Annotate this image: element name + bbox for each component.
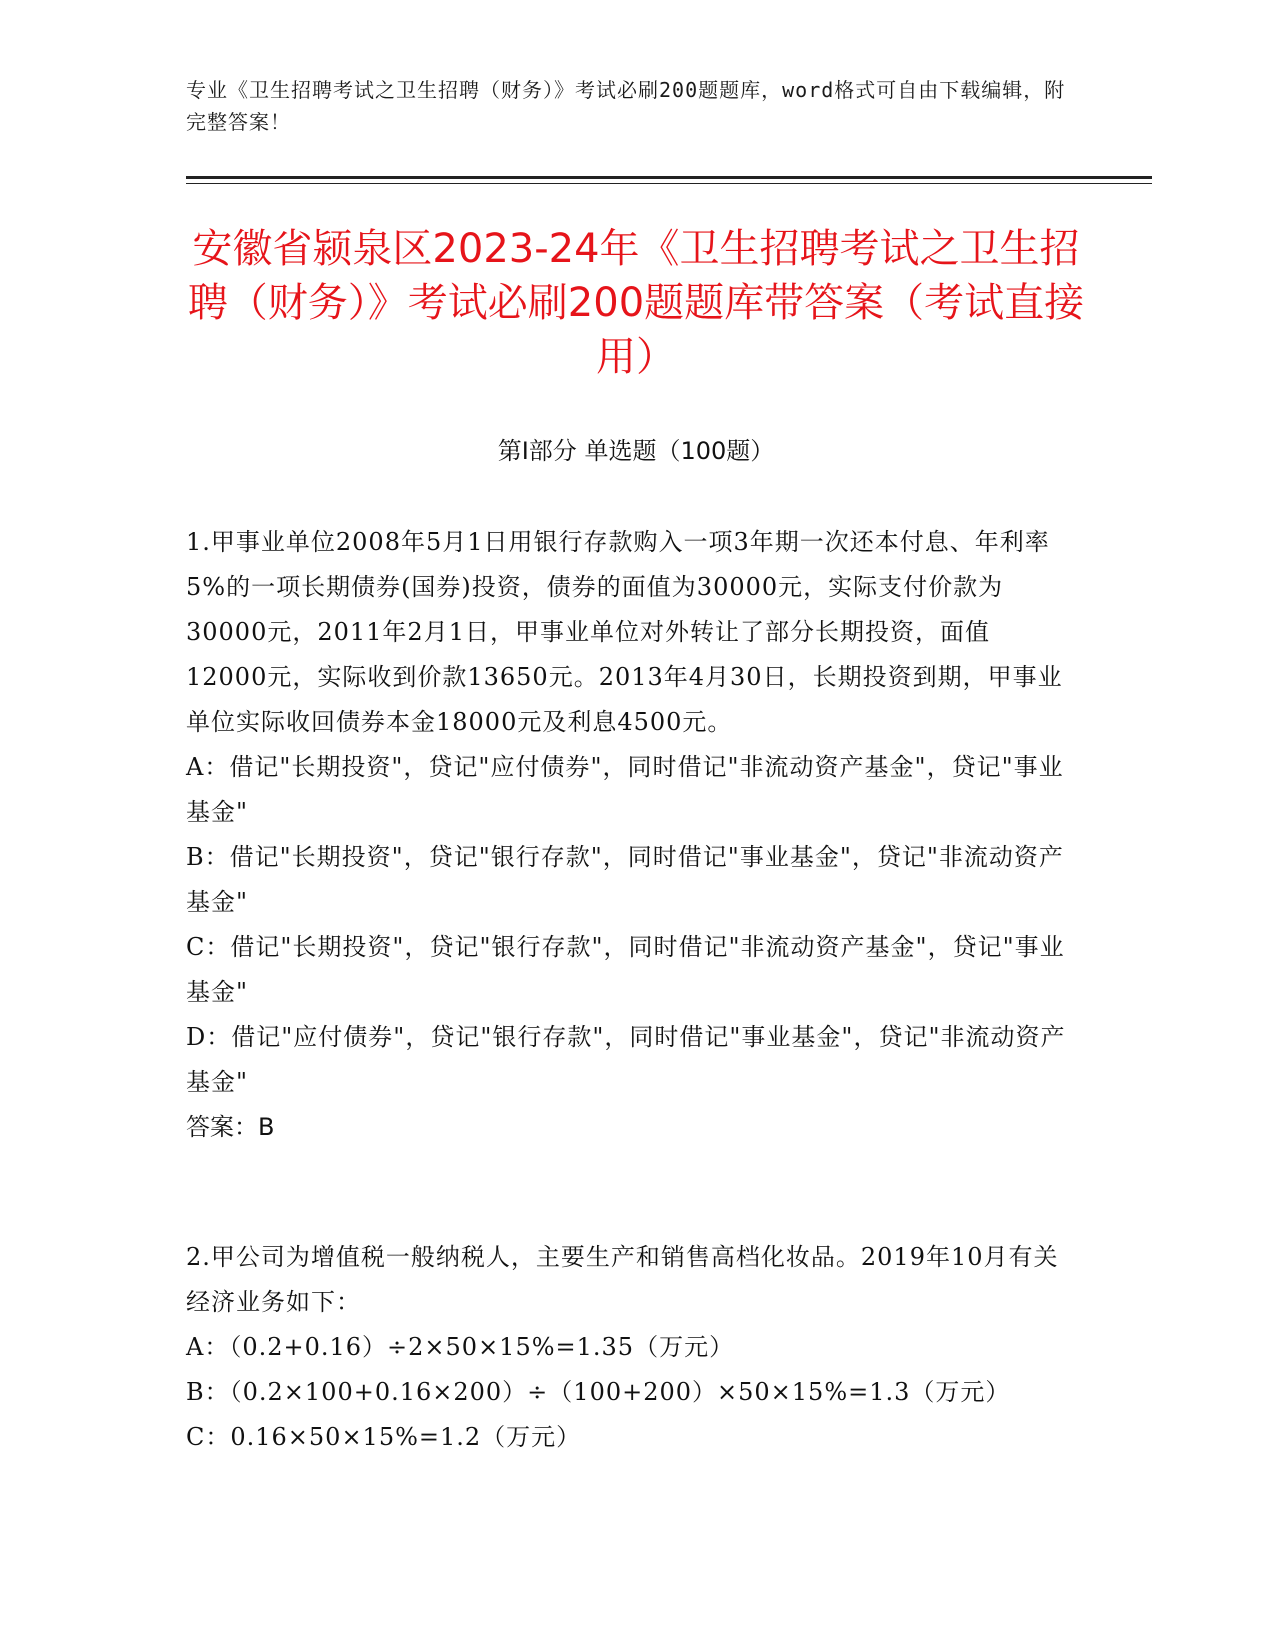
header-note: 专业《卫生招聘考试之卫生招聘（财务）》考试必刷200题题库，word格式可自由下载编辑，附完整答案！ — [186, 78, 1066, 134]
option-b: B：借记"长期投资"，贷记"银行存款"，同时借记"事业基金"，贷记"非流动资产基金" — [186, 843, 1064, 916]
question-2 — [186, 1235, 1066, 1460]
question-1 — [186, 520, 1066, 1150]
option-a: A：借记"长期投资"，贷记"应付债券"，同时借记"非流动资产基金"，贷记"事业基金" — [186, 753, 1064, 826]
header-rule-thin — [186, 183, 1152, 184]
header-rule-thick — [186, 176, 1152, 179]
answer-label: 答案：B — [186, 1113, 275, 1141]
option-c: C：借记"长期投资"，贷记"银行存款"，同时借记"非流动资产基金"，贷记"事业基金" — [186, 933, 1065, 1006]
question-stem: 2.甲公司为增值税一般纳税人，主要生产和销售高档化妆品。2019年10月有关经济业务如下： — [186, 1243, 1059, 1316]
option-a: A：（0.2+0.16）÷2×50×15%=1.35（万元） — [186, 1333, 735, 1361]
option-d: D：借记"应付债券"，贷记"银行存款"，同时借记"事业基金"，贷记"非流动资产基金" — [186, 1023, 1066, 1096]
option-c: C：0.16×50×15%=1.2（万元） — [186, 1423, 582, 1451]
section-heading: 第Ⅰ部分 单选题（100题） — [497, 437, 775, 465]
question-stem: 1.甲事业单位2008年5月1日用银行存款购入一项3年期一次还本付息、年利率5%的一项长期债券(国券)投资，债券的面值为30000元，实际支付价款为30000元，2011年2月1日，甲事业单位对外转让了部分长期投资，面值12000元，实际收到价款13650元。2013年4月30日，长期投资到期，甲事业单位实际收回债券本金18000元及利息4500元。 — [186, 528, 1063, 736]
option-b: B：（0.2×100+0.16×200）÷（100+200）×50×15%=1.3（万元） — [186, 1378, 1011, 1406]
document-title: 安徽省颍泉区2023-24年《卫生招聘考试之卫生招聘（财务）》考试必刷200题题库带答案（考试直接用） — [187, 226, 1085, 380]
